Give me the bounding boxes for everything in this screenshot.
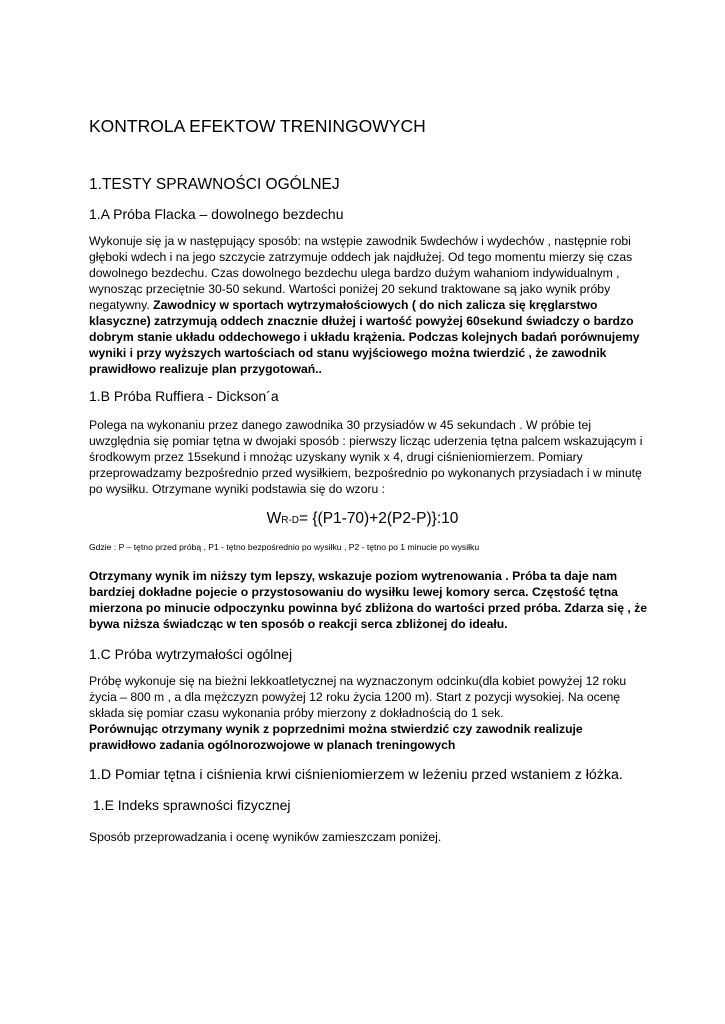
flack-text: Wykonuje się ja w następujący sposób: na wstępie zawodnik 5wdechów i wydechów , następnie robi głęboki wdech i na jego szczycie zatrzymuje oddech jak najdłużej. Od tego momentu mierzy się czas dowolnego bezdechu. Czas dowolnego bezdechu ulega bardzo dużym wahaniom indywidualnym , wynosząc przeciętnie 30-50 sekund. Wartości poniżej 20 sekund traktowane są jako wynik próby negatywny. (89, 234, 633, 312)
formula-expression: = {(P1-70)+2(P2-P)}:10 (299, 510, 459, 527)
heading-fitness-index: 1.E Indeks sprawności fizycznej (89, 797, 291, 813)
formula-subscript: R-D (281, 515, 299, 526)
heading-flack-test: 1.A Próba Flacka – dowolnego bezdechu (89, 206, 344, 222)
ruffier-formula (0, 510, 725, 528)
flack-bold-text: Zawodnicy w sportach wytrzymałościowych ( do nich zalicza się kręglarstwo klasyczne) zatrzymują oddech znacznie dłużej i wartość powyżej 60sekund świadczy o bardzo dobrym stanie układu oddechowego i układu krążenia. Podczas kolejnych badań porównujemy wyniki i przy wyższych wartościach od stanu wyjściowego można twierdzić , że zawodnik prawidłowo realizuje plan przygotowań.. (89, 298, 640, 376)
paragraph-ruffier-test: Polega na wykonaniu przez danego zawodnika 30 przysiadów w 45 sekundach . W próbie tej uwzględnia się pomiar tętna w dwojaki sposób : pierwszy licząc uderzenia tętna palcem wskazującym i środkowym przez 15sekund i mnożąc uzyskany wynik x 4, drugi ciśnieniomierzem. Pomiary przeprowadzamy bezpośrednio przed wysiłkiem, bezpośrednio po wykonanych przysiadach i w minutę po wysiłku. Otrzymane wyniki podstawia się do wzoru : (89, 418, 643, 496)
paragraph-endurance-test (89, 673, 649, 753)
formula-legend-note: Gdzie : P – tętno przed próbą , P1 - tętno bezpośrednio po wysiłku , P2 - tętno po 1 minucie po wysiłku (89, 542, 480, 552)
heading-pulse-measurement: 1.D Pomiar tętna i ciśnienia krwi ciśnieniomierzem w leżeniu przed wstaniem z łóżka. (89, 767, 623, 783)
ruffier-bold-text: Otrzymany wynik im niższy tym lepszy, wskazuje poziom wytrenowania . Próba ta daje nam bardziej dokładne pojecie o przystosowaniu do wysiłku lewej komory serca. Częstość tętna mierzona po minucie odpoczynku powinna być zbliżona do wartości przed próba. Zdarza się , że bywa niższa świadcząc w ten sposób o reakcji serca zbliżonej do ideału. (89, 569, 648, 631)
endurance-bold-text: Porównując otrzymany wynik z poprzednimi można stwierdzić czy zawodnik realizuje prawidłowo zadania ogólnorozwojowe w planach treningowych (89, 722, 583, 752)
document-title: KONTROLA EFEKTOW TRENINGOWYCH (89, 116, 426, 136)
paragraph-fitness-index: Sposób przeprowadzania i ocenę wyników zamieszczam poniżej. (89, 830, 442, 844)
heading-endurance-test: 1.C Próba wytrzymałości ogólnej (89, 646, 293, 662)
endurance-text: Próbę wykonuje się na bieżni lekkoatletycznej na wyznaczonym odcinku(dla kobiet powyżej 12 roku życia – 800 m , a dla mężczyzn powyżej 12 roku życia 1200 m). Start z pozycji wysokiej. Na ocenę składa się pomiar czasu wykonania próby mierzony z dokładnością do 1 sek. (89, 674, 627, 720)
section-heading-tests: 1.TESTY SPRAWNOŚCI OGÓLNEJ (89, 176, 340, 193)
heading-ruffier-test: 1.B Próba Ruffiera - Dickson´a (89, 388, 279, 404)
paragraph-ruffier-result (89, 568, 649, 632)
formula-w: W (266, 510, 282, 527)
paragraph-flack-test (89, 233, 649, 377)
